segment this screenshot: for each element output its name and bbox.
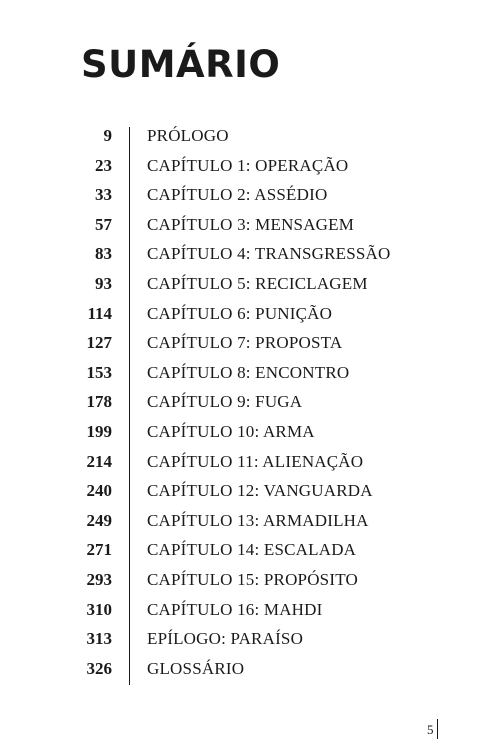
- toc-page-number: 153: [86, 362, 112, 382]
- page-title: SUMÁRIO: [81, 43, 281, 86]
- toc-entry[interactable]: [0, 654, 500, 684]
- toc-entry[interactable]: [0, 180, 500, 210]
- toc-page-number: 293: [86, 569, 112, 589]
- toc-entry-label: CAPÍTULO 10: ARMA: [147, 421, 315, 441]
- toc-entry[interactable]: [0, 535, 500, 565]
- toc-entry[interactable]: [0, 565, 500, 595]
- toc-entry-label: CAPÍTULO 8: ENCONTRO: [147, 362, 350, 382]
- toc-entry-label: CAPÍTULO 13: ARMADILHA: [147, 510, 369, 530]
- toc-page-number: 23: [95, 155, 112, 175]
- toc-entry[interactable]: [0, 328, 500, 358]
- toc-entry[interactable]: [0, 506, 500, 536]
- toc-page-number: 93: [95, 273, 112, 293]
- toc-entry-label: CAPÍTULO 1: OPERAÇÃO: [147, 155, 349, 175]
- toc-page-number: 313: [86, 629, 112, 649]
- toc-entry[interactable]: [0, 151, 500, 181]
- toc-entry-label: CAPÍTULO 11: ALIENAÇÃO: [147, 451, 364, 471]
- toc-entry-label: GLOSSÁRIO: [147, 658, 245, 678]
- toc-entry[interactable]: [0, 358, 500, 388]
- toc-entry-label: CAPÍTULO 4: TRANSGRESSÃO: [147, 244, 391, 264]
- toc-entry[interactable]: [0, 624, 500, 654]
- toc-page-number: 240: [86, 481, 112, 501]
- toc-entry-label: CAPÍTULO 12: VANGUARDA: [147, 481, 373, 501]
- toc-entry[interactable]: [0, 210, 500, 240]
- toc-entry[interactable]: [0, 121, 500, 151]
- toc-page-number: 249: [86, 510, 112, 530]
- toc-entry-label: CAPÍTULO 14: ESCALADA: [147, 540, 357, 560]
- toc-page-number: 33: [95, 185, 112, 205]
- toc-entry-label: EPÍLOGO: PARAÍSO: [147, 629, 304, 649]
- toc-page-number: 178: [86, 392, 112, 412]
- toc-entry-label: CAPÍTULO 15: PROPÓSITO: [147, 569, 358, 589]
- toc-page-number: 310: [86, 599, 112, 619]
- toc-entry-label: CAPÍTULO 9: FUGA: [147, 392, 303, 412]
- toc-page-number: 114: [87, 303, 112, 323]
- toc-entry-label: CAPÍTULO 16: MAHDI: [147, 599, 323, 619]
- toc-entry[interactable]: [0, 239, 500, 269]
- toc-entry[interactable]: [0, 417, 500, 447]
- toc-page-number: 127: [86, 333, 112, 353]
- toc-page-number: 9: [103, 126, 112, 145]
- toc-entry-label: CAPÍTULO 7: PROPOSTA: [147, 333, 343, 353]
- toc-entry[interactable]: [0, 595, 500, 625]
- toc-page-number: 199: [86, 421, 112, 441]
- toc-page-number: 214: [86, 451, 112, 471]
- toc-page-number: 326: [86, 658, 112, 678]
- toc-entry-label: CAPÍTULO 5: RECICLAGEM: [147, 273, 368, 293]
- toc-page-number: 271: [86, 540, 112, 560]
- toc-page-number: 57: [95, 214, 112, 234]
- page-folio-number: 5: [427, 722, 434, 737]
- toc-entry[interactable]: [0, 299, 500, 329]
- toc-entry-label: CAPÍTULO 3: MENSAGEM: [147, 214, 355, 234]
- toc-entry[interactable]: [0, 269, 500, 299]
- toc-entry-label: CAPÍTULO 6: PUNIÇÃO: [147, 303, 333, 323]
- toc-entry-label: PRÓLOGO: [147, 126, 229, 145]
- table-of-contents: [0, 121, 500, 683]
- toc-entry[interactable]: [0, 387, 500, 417]
- toc-entry[interactable]: [0, 476, 500, 506]
- toc-page-number: 83: [95, 244, 112, 264]
- toc-entry-label: CAPÍTULO 2: ASSÉDIO: [147, 185, 328, 205]
- toc-entry[interactable]: [0, 447, 500, 477]
- folio-divider-line: [437, 719, 438, 739]
